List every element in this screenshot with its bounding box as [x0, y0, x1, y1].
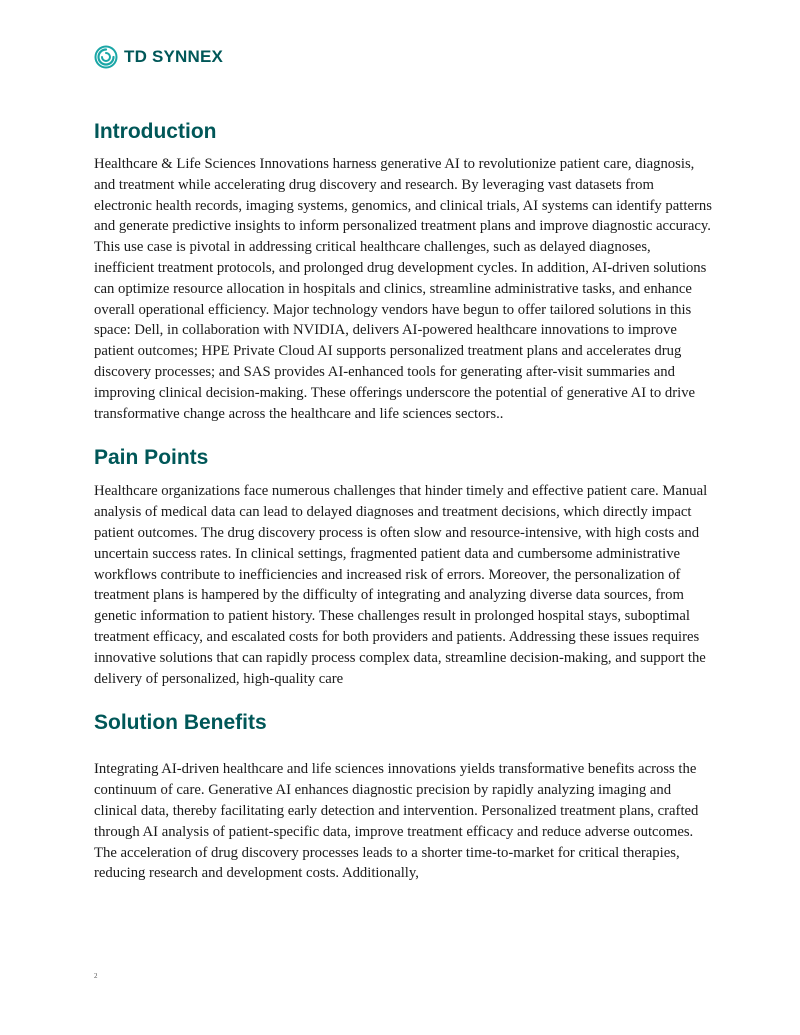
pain-points-paragraph: Healthcare organizations face numerous challenges that hinder timely and effective patient care. Manual analysis of medical data can lead to delayed diagnoses and treatment decisions, which directly impact patient outcomes. The drug discovery process is often slow and resource-intensive, with high costs and uncertain success rates. In clinical settings, fragmented patient data and cumbersome administrative workflows contribute to inefficiencies and increased risk of errors. Moreover, the personalization of treatment plans is hampered by the difficulty of integrating and analyzing diverse data sources, from genetic information to patient history. These challenges result in prolonged hospital stays, suboptimal treatment efficacy, and escalated costs for both providers and patients. Addressing these issues requires innovative solutions that can rapidly process complex data, streamline decision-making, and support the delivery of personalized, high-quality care	[94, 483, 708, 687]
company-logo	[94, 44, 223, 70]
solution-benefits-heading: Solution Benefits	[94, 711, 267, 735]
page-number: 2	[94, 972, 98, 980]
logo-text: TD SYNNEX	[124, 47, 224, 66]
introduction-heading: Introduction	[94, 120, 217, 143]
main-content	[94, 118, 714, 884]
pain-points-heading: Pain Points	[94, 446, 209, 470]
td-synnex-swirl-icon	[94, 45, 118, 69]
solution-benefits-paragraph: Integrating AI-driven healthcare and life sciences innovations yields transformative benefits across the continuum of care. Generative AI enhances diagnostic precision by rapidly analyzing imaging and clinical data, thereby facilitating early detection and intervention. Personalized treatment plans, crafted through AI analysis of patient-specific data, improve treatment efficacy and reduce adverse outcomes. The acceleration of drug discovery processes leads to a shorter time-to-market for critical therapies, reducing research and development costs. Additionally,	[94, 761, 699, 882]
introduction-paragraph: Healthcare & Life Sciences Innovations harness generative AI to revolutionize patient care, diagnosis, and treatment while accelerating drug discovery and research. By leveraging vast datasets from electronic health records, imaging systems, genomics, and clinical trials, AI systems can identify patterns and generate predictive insights to inform personalized treatment plans and improve diagnostic accuracy. This use case is pivotal in addressing critical healthcare challenges, such as delayed diagnoses, inefficient treatment protocols, and prolonged drug development cycles. In addition, AI-driven solutions can optimize resource allocation in hospitals and clinics, streamline administrative tasks, and enhance overall operational efficiency. Major technology vendors have begun to offer tailored solutions in this space: Dell, in collaboration with NVIDIA, delivers AI-powered healthcare innovations to improve patient outcomes; HPE Private Cloud AI supports personalized treatment plans and accelerates drug discovery processes; and SAS provides AI-enhanced tools for generating after-visit summaries and improving clinical decision-making. These offerings underscore the potential of generative AI to drive transformative change across the healthcare and life sciences sectors..	[94, 156, 712, 422]
